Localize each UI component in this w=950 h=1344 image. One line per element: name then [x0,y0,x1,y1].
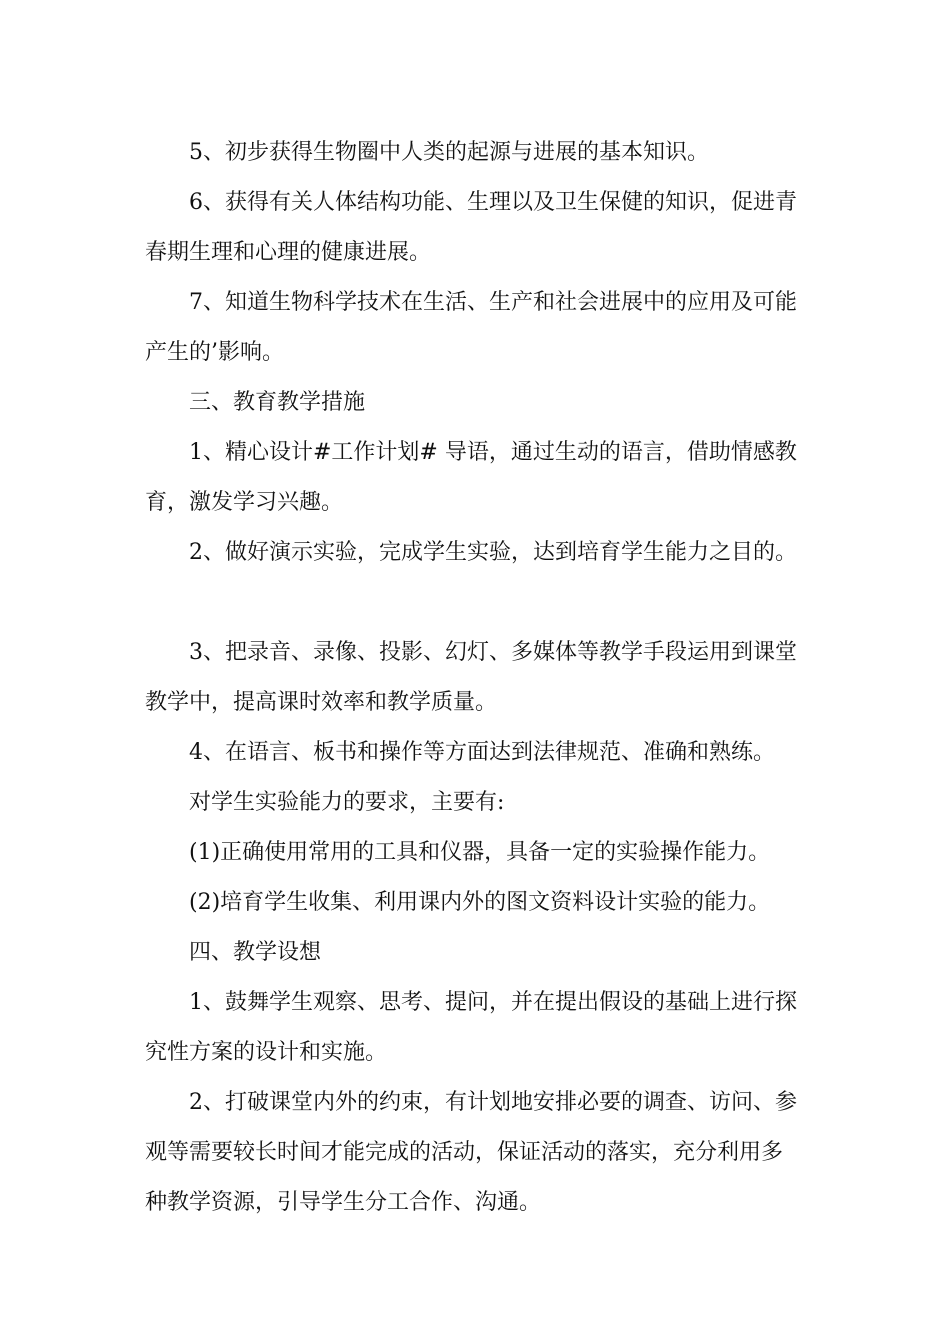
text-line: 4、在语言、板书和操作等方面达到法律规范、准确和熟练。 [189,740,775,765]
text-line: 对学生实验能力的要求，主要有: [189,790,505,815]
text-line: 6、获得有关人体结构功能、生理以及卫生保健的知识，促进青 [189,190,797,215]
text-line: 产生的’影响。 [145,340,284,365]
text-line: 春期生理和心理的健康进展。 [145,240,432,265]
text-line: 1、鼓舞学生观察、思考、提问，并在提出假设的基础上进行探 [189,990,797,1015]
text-line: 种教学资源，引导学生分工合作、沟通。 [145,1190,542,1215]
text-line: (1)正确使用常用的工具和仪器，具备一定的实验操作能力。 [189,840,771,865]
text-line: 1、精心设计#工作计划# 导语，通过生动的语言，借助情感教 [189,440,797,465]
text-line: 教学中，提高课时效率和教学质量。 [145,690,498,715]
text-line: 观等需要较长时间才能完成的活动，保证活动的落实，充分利用多 [145,1140,784,1165]
text-line: (2)培育学生收集、利用课内外的图文资料设计实验的能力。 [189,890,771,915]
text-line: 育，激发学习兴趣。 [145,490,344,515]
text-line: 2、做好演示实验，完成学生实验，达到培育学生能力之目的。 [189,540,797,565]
section-heading: 三、教育教学措施 [189,390,366,415]
text-line: 究性方案的设计和实施。 [145,1040,388,1065]
text-line: 7、知道生物科学技术在生活、生产和社会进展中的应用及可能 [189,290,797,315]
text-line: 3、把录音、录像、投影、幻灯、多媒体等教学手段运用到课堂 [189,640,797,665]
text-line: 2、打破课堂内外的约束，有计划地安排必要的调查、访问、参 [189,1090,797,1115]
text-line: 5、初步获得生物圈中人类的起源与进展的基本知识。 [189,140,709,165]
section-heading: 四、教学设想 [189,940,322,965]
